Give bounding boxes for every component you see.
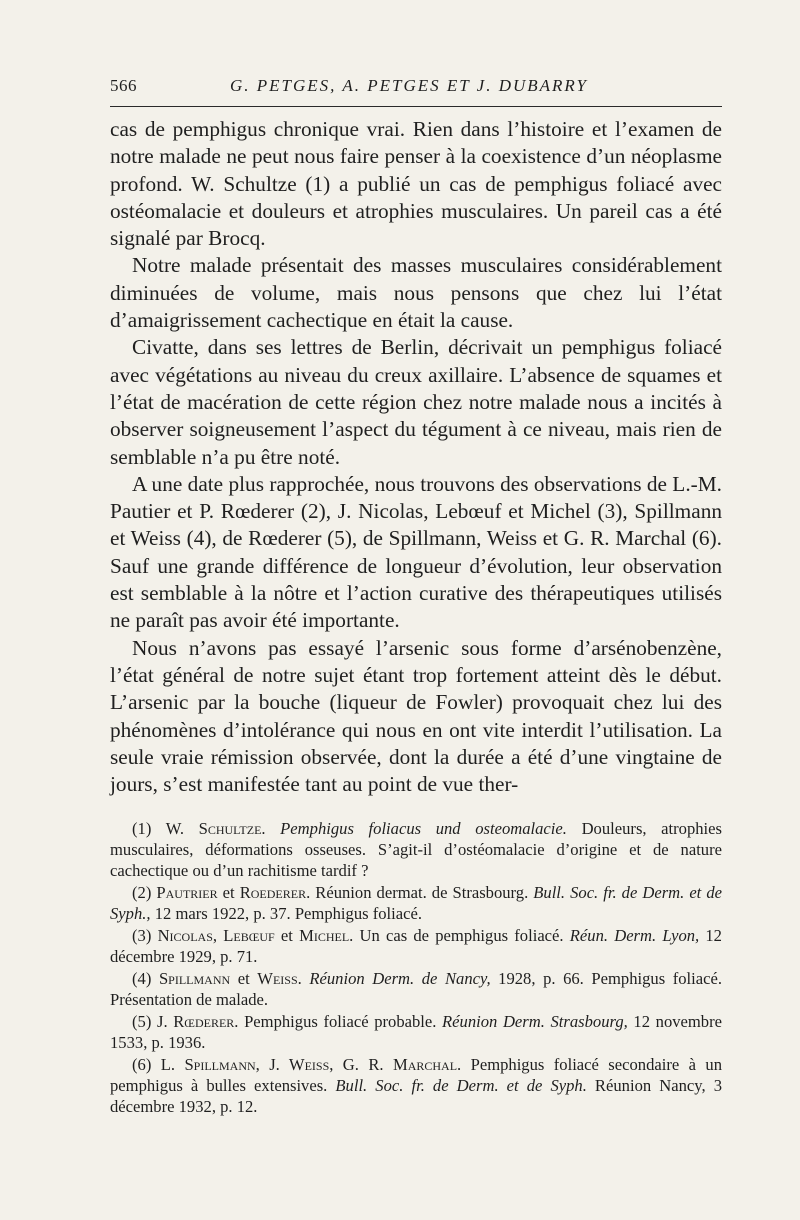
- footnote-author: Pautrier: [156, 883, 218, 902]
- footnote-author: Michel.: [299, 926, 354, 945]
- footnote-author: Spillmann: [158, 969, 231, 988]
- footnote-journal: Bull. Soc. fr. de Derm. et de Syph.,: [110, 883, 722, 923]
- page-number: 566: [110, 76, 137, 95]
- footnote-text: Pemphigus foliacé secondaire à un pemphigus à bulles extensives.: [110, 1055, 722, 1095]
- footnote-text: Un cas de pemphigus foliacé.: [353, 926, 570, 945]
- footnote-number: (2): [132, 883, 152, 902]
- running-title: G. PETGES, A. PETGES ET J. DUBARRY: [230, 76, 588, 95]
- footnote-number: (1): [132, 819, 152, 838]
- footnote-text: Pemphigus foliacé probable.: [238, 1012, 443, 1031]
- footnote-journal: Réunion Derm. Strasbourg,: [442, 1012, 628, 1031]
- footnote-author: Schultze.: [198, 819, 266, 838]
- footnote-author: Rœderer.: [173, 1012, 239, 1031]
- footnote-author-initial: W.: [165, 819, 199, 838]
- paragraph-4: A une date plus rapprochée, nous trouvons des observations de L.-M. Pautier et P. Rœderer (2), J. Nicolas, Lebœuf et Michel (3), Spillmann et Weiss (4), de Rœderer (5), de Spillmann, Weiss et G. R. Marchal (6). Sauf une grande différence de longueur d’évolution, leur observation est semblable à la nôtre et l’action curative des thérapeutiques utilisés ne paraît pas avoir été importante.: [110, 471, 722, 633]
- footnote-number: (6): [132, 1055, 152, 1074]
- footnote-journal: Réun. Derm. Lyon,: [569, 926, 700, 945]
- footnote-title: Pemphigus foliacus und osteomalacie.: [280, 819, 567, 838]
- footnote-6: [110, 1054, 722, 1117]
- footnotes: [110, 818, 722, 1118]
- footnote-text: 12 mars 1922, p. 37. Pemphigus foliacé.: [150, 904, 423, 923]
- footnote-author: Roederer.: [239, 883, 311, 902]
- paragraph-5: Nous n’avons pas essayé l’arsenic sous forme d’arsénobenzène, l’état général de notre sujet étant trop fortement atteint dès le début. L’arsenic par la bouche (liqueur de Fowler) provoquait chez lui des phénomènes d’intolérance qui nous en ont vite interdit l’utilisation. La seule vraie rémission observée, dont la durée a été d’une vingtaine de jours, s’est manifestée tant au point de vue ther-: [110, 635, 722, 797]
- footnote-number: (5): [132, 1012, 152, 1031]
- paragraph-1: cas de pemphigus chronique vrai. Rien dans l’histoire et l’examen de notre malade ne peut nous faire penser à la coexistence d’un néoplasme profond. W. Schultze (1) a publié un cas de pemphigus foliacé avec ostéomalacie et douleurs et atrophies musculaires. Un pareil cas a été signalé par Brocq.: [110, 117, 722, 251]
- footnote-text: 12 décembre 1929, p. 71.: [110, 926, 722, 966]
- footnote-text: Douleurs, atrophies musculaires, déformations osseuses. S’agit-il d’ostéomalacie d’origine et de nature cachectique ou d’un rachitisme tardif ?: [110, 819, 722, 880]
- footnote-author: L. Spillmann, J. Weiss, G. R. Marchal.: [160, 1055, 462, 1074]
- footnote-number: (3): [132, 926, 152, 945]
- footnote-5: [110, 1011, 722, 1053]
- footnote-author: Weiss.: [257, 969, 302, 988]
- footnote-4: [110, 968, 722, 1010]
- footnote-conjunction: et: [217, 883, 240, 902]
- footnote-2: [110, 882, 722, 924]
- footnote-text: 1928, p. 66. Pemphigus foliacé. Présentation de malade.: [110, 969, 723, 1009]
- footnote-journal: Réunion Derm. de Nancy,: [309, 969, 491, 988]
- footnote-conjunction: et: [274, 926, 300, 945]
- footnote-author: Nicolas, Lebœuf: [157, 926, 275, 945]
- paragraph-3: Civatte, dans ses lettres de Berlin, décrivait un pemphigus foliacé avec végétations au niveau du creux axillaire. L’absence de squames et l’état de macération de cette région chez notre malade nous a incités à observer soigneusement l’aspect du tégument à ce niveau, mais rien de semblable n’a pu être noté.: [110, 335, 722, 469]
- paragraph-2: Notre malade présentait des masses musculaires considérablement diminuées de volume, mais nous pensons que chez lui l’état d’amaigrissement cachectique en était la cause.: [110, 253, 722, 333]
- main-text: [110, 116, 722, 798]
- footnote-number: (4): [132, 969, 152, 988]
- footnote-conjunction: et: [230, 969, 258, 988]
- footnote-journal: Bull. Soc. fr. de Derm. et de Syph.: [335, 1076, 587, 1095]
- footnote-text: Réunion Nancy, 3 décembre 1932, p. 12.: [110, 1076, 722, 1116]
- footnote-3: [110, 925, 722, 967]
- footnote-1: [110, 818, 722, 881]
- header-rule: [110, 106, 722, 107]
- footnote-author-initial: J.: [156, 1012, 174, 1031]
- running-header: [110, 76, 720, 100]
- footnote-text: 12 novembre 1533, p. 1936.: [110, 1012, 722, 1052]
- footnote-text: Réunion dermat. de Strasbourg.: [310, 883, 534, 902]
